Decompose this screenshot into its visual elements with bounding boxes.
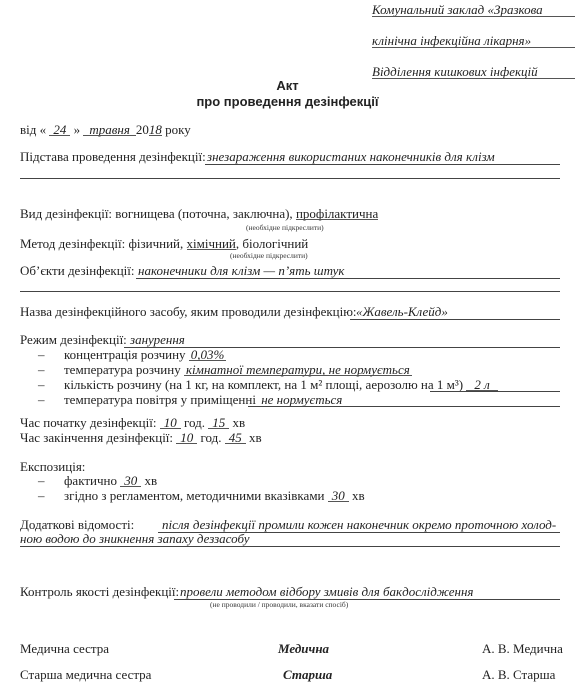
regime-item-label: температура повітря у приміщенні xyxy=(64,392,256,407)
method-rest: , біологічний xyxy=(235,236,309,251)
regime-item-label: концентрація розчину xyxy=(64,347,186,362)
signature-role: Медична сестра xyxy=(20,641,109,656)
exposure-actual-value: 30 xyxy=(120,473,141,488)
quality-note: (не проводили / проводили, вказати спосіб) xyxy=(210,600,349,609)
end-minutes-unit: хв xyxy=(249,430,262,445)
institution-line-1: Комунальний заклад «Зразкова xyxy=(372,2,575,18)
date-month: травня xyxy=(83,122,136,137)
objects-extra-line xyxy=(20,291,560,292)
signature-sign: Медична xyxy=(278,641,330,656)
method-label: Метод дезінфекції: фізичний, xyxy=(20,236,184,251)
exposure-reg-value: 30 xyxy=(328,488,349,503)
exposure-label: Експозиція: xyxy=(20,459,86,474)
regime-label: Режим дезінфекції: xyxy=(20,332,127,347)
type-label: Вид дезінфекції: вогнищева (поточна, заключна), xyxy=(20,206,293,221)
objects-underline xyxy=(136,278,560,279)
method-row xyxy=(20,236,308,252)
additional-underline-2 xyxy=(20,546,560,547)
regime-item-value: кімнатної температури, не нормується xyxy=(185,362,410,377)
document-title: Акт xyxy=(276,78,299,93)
basis-value: знезараження використаних наконечників для клізм xyxy=(207,149,495,164)
objects-value: наконечники для клізм — п’ять штук xyxy=(138,263,345,278)
date-year-prefix: 20 xyxy=(135,122,149,137)
regime-item: – концентрація розчину 0,03% xyxy=(38,347,225,362)
basis-extra-line xyxy=(20,178,560,179)
date-mid: » xyxy=(73,122,81,137)
quality-value: провели методом відбору змивів для бакдослідження xyxy=(180,584,474,599)
objects-label: Об’єкти дезінфекції: xyxy=(20,263,135,278)
signature-name: А. В. Старша xyxy=(482,667,556,682)
end-hours-unit: год. xyxy=(200,430,222,445)
exposure-actual-label: фактично xyxy=(64,473,117,488)
method-selected: хімічний xyxy=(186,236,236,251)
regime-item: – температура повітря у приміщенні не нормується xyxy=(38,392,343,407)
start-minutes: 15 xyxy=(208,415,229,430)
agent-label: Назва дезінфекційного засобу, яким проводили дезінфекцію: xyxy=(20,304,357,319)
date-suffix: року xyxy=(165,122,191,137)
exposure-regulation: – згідно з регламентом, методичними вказівками 30 хв xyxy=(38,488,365,503)
regime-item-value: 0,03% xyxy=(190,347,225,362)
regime-item-2-underline xyxy=(430,391,560,392)
start-minutes-unit: хв xyxy=(232,415,246,430)
additional-label: Додаткові відомості: xyxy=(20,517,135,532)
signature-name: А. В. Медична xyxy=(482,641,563,656)
date-row xyxy=(20,122,191,138)
exposure-actual-unit: хв xyxy=(144,473,158,488)
end-time-row xyxy=(20,430,262,446)
end-minutes: 45 xyxy=(225,430,246,445)
type-note: (необхідне підкреслити) xyxy=(246,223,324,232)
method-note: (необхідне підкреслити) xyxy=(230,251,308,260)
exposure-reg-label: згідно з регламентом, методичними вказівками xyxy=(64,488,325,503)
additional-line-2: ною водою до зникнення запаху деззасобу xyxy=(20,531,250,546)
date-day: 24 xyxy=(49,122,70,137)
regime-item: – кількість розчину (на 1 кг, на комплект, на 1 м² площі, аерозолю на 1 м³) 2 л xyxy=(38,377,498,393)
additional-line-1: після дезінфекції промили кожен наконечник окремо проточною холод- xyxy=(162,517,557,532)
regime-value: занурення xyxy=(130,332,185,347)
quality-label: Контроль якості дезінфекції: xyxy=(20,584,180,599)
regime-item: – температура розчину кімнатної температури, не нормується xyxy=(38,362,410,377)
start-hours: 10 xyxy=(160,415,181,430)
regime-item-label: температура розчину xyxy=(64,362,181,377)
document-subtitle: про проведення дезінфекції xyxy=(196,94,379,109)
start-label: Час початку дезінфекції: xyxy=(20,415,157,430)
signature-role: Старша медична сестра xyxy=(20,667,152,682)
signature-sign: Старша xyxy=(283,667,333,682)
end-hours: 10 xyxy=(176,430,197,445)
start-time-row xyxy=(20,415,245,431)
end-label: Час закінчення дезінфекції: xyxy=(20,430,174,445)
date-prefix: від « xyxy=(20,122,47,137)
exposure-actual: – фактично 30 хв xyxy=(38,473,158,488)
date-year-suffix: 18 xyxy=(148,122,162,137)
institution-line-2: клінічна інфекційна лікарня» xyxy=(372,33,575,49)
start-hours-unit: год. xyxy=(183,415,205,430)
institution-line-3: Відділення кишкових інфекцій xyxy=(372,64,575,80)
basis-underline xyxy=(205,164,560,165)
regime-item-3-underline xyxy=(248,406,560,407)
agent-value: «Жавель-Клейд» xyxy=(356,304,448,319)
type-row xyxy=(20,206,378,222)
regime-item-label: кількість розчину (на 1 кг, на комплект, на 1 м² площі, аерозолю на 1 м³) xyxy=(64,377,464,392)
agent-underline xyxy=(350,319,560,320)
regime-item-value: 2 л xyxy=(466,377,497,392)
basis-label: Підстава проведення дезінфекції: xyxy=(20,149,206,164)
exposure-reg-unit: хв xyxy=(352,488,365,503)
regime-item-value: не нормується xyxy=(261,392,343,407)
type-selected: профілактична xyxy=(295,206,379,221)
